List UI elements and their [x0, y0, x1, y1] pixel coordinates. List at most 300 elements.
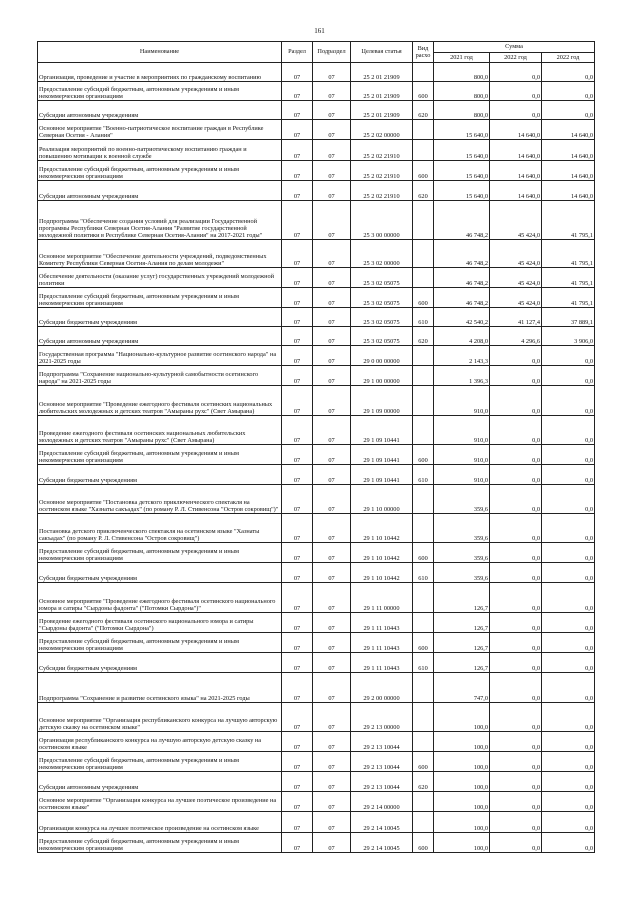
row-value-2022b: 0,0	[542, 416, 595, 445]
row-value-2022a: 0,0	[490, 445, 542, 465]
row-razdel: 07	[282, 583, 313, 613]
row-podrazdel: 07	[313, 633, 351, 653]
row-value-2022b: 0,0	[542, 465, 595, 485]
row-value-2022b: 0,0	[542, 543, 595, 563]
row-podrazdel: 07	[313, 445, 351, 465]
row-value-2021: 100,0	[434, 833, 490, 853]
table-row	[38, 416, 595, 445]
row-value-2022b: 14 640,0	[542, 181, 595, 201]
row-vid	[413, 346, 434, 366]
row-value-2022a: 0,0	[490, 583, 542, 613]
row-name: Подпрограмма "Сохранение и развитие осетинского языка" на 2021-2025 годы	[38, 673, 282, 703]
row-value-2021: 359,6	[434, 514, 490, 543]
row-razdel: 07	[282, 288, 313, 308]
row-name: Предоставление субсидий бюджетным, автономным учреждениям и иным некоммерческим организациям	[38, 161, 282, 181]
row-value-2022b: 0,0	[542, 613, 595, 633]
row-razdel: 07	[282, 268, 313, 288]
row-value-2022b: 0,0	[542, 772, 595, 792]
row-value-2022b: 0,0	[542, 485, 595, 514]
row-value-2021: 910,0	[434, 445, 490, 465]
row-name: Проведение ежегодного фестиваля осетинских национальных любительских молодежных и детских театров "Амыраны рухс" (Свет Амырана)	[38, 416, 282, 445]
table-row	[38, 327, 595, 346]
row-value-2022a: 0,0	[490, 543, 542, 563]
header-name: Наименование	[38, 42, 282, 63]
row-podrazdel: 07	[313, 673, 351, 703]
row-value-2022b: 37 889,1	[542, 308, 595, 327]
row-value-2021: 15 640,0	[434, 120, 490, 140]
row-value-2021: 4 208,0	[434, 327, 490, 346]
row-value-2021: 126,7	[434, 653, 490, 673]
row-value-2022a: 0,0	[490, 752, 542, 772]
header-year-2022a: 2022 год	[490, 53, 542, 63]
row-vid: 620	[413, 181, 434, 201]
row-target: 29 2 13 00000	[351, 703, 413, 732]
row-razdel: 07	[282, 416, 313, 445]
row-vid	[413, 792, 434, 812]
row-name: Субсидии бюджетным учреждениям	[38, 465, 282, 485]
row-target: 25 2 01 21909	[351, 63, 413, 82]
row-podrazdel: 07	[313, 812, 351, 833]
row-name: Организация конкурса на лучшее поэтическое произведение на осетинском языке	[38, 812, 282, 833]
row-value-2021: 359,6	[434, 485, 490, 514]
row-vid	[413, 268, 434, 288]
row-podrazdel: 07	[313, 240, 351, 268]
row-value-2021: 910,0	[434, 416, 490, 445]
row-podrazdel: 07	[313, 386, 351, 416]
row-razdel: 07	[282, 327, 313, 346]
row-vid: 620	[413, 101, 434, 120]
row-razdel: 07	[282, 673, 313, 703]
row-vid: 600	[413, 161, 434, 181]
row-value-2021: 910,0	[434, 386, 490, 416]
row-razdel: 07	[282, 792, 313, 812]
row-value-2021: 126,7	[434, 613, 490, 633]
row-vid: 600	[413, 833, 434, 853]
row-razdel: 07	[282, 752, 313, 772]
row-podrazdel: 07	[313, 792, 351, 812]
row-podrazdel: 07	[313, 327, 351, 346]
row-value-2021: 100,0	[434, 752, 490, 772]
table-row	[38, 563, 595, 583]
table-row	[38, 308, 595, 327]
row-value-2022b: 0,0	[542, 673, 595, 703]
row-razdel: 07	[282, 633, 313, 653]
table-row	[38, 833, 595, 853]
row-razdel: 07	[282, 366, 313, 386]
row-value-2021: 126,7	[434, 583, 490, 613]
row-vid	[413, 583, 434, 613]
row-podrazdel: 07	[313, 485, 351, 514]
row-vid	[413, 386, 434, 416]
row-podrazdel: 07	[313, 63, 351, 82]
table-row	[38, 240, 595, 268]
row-value-2021: 42 540,2	[434, 308, 490, 327]
row-value-2022b: 0,0	[542, 833, 595, 853]
row-vid: 610	[413, 308, 434, 327]
row-razdel: 07	[282, 161, 313, 181]
table-row	[38, 140, 595, 161]
row-value-2022b: 0,0	[542, 346, 595, 366]
row-target: 29 0 00 00000	[351, 346, 413, 366]
row-vid	[413, 673, 434, 703]
row-target: 25 2 01 21909	[351, 82, 413, 101]
row-target: 25 3 02 05075	[351, 268, 413, 288]
row-podrazdel: 07	[313, 752, 351, 772]
row-razdel: 07	[282, 772, 313, 792]
table-row	[38, 514, 595, 543]
table-row	[38, 181, 595, 201]
row-razdel: 07	[282, 445, 313, 465]
row-value-2022b: 0,0	[542, 101, 595, 120]
row-podrazdel: 07	[313, 140, 351, 161]
row-razdel: 07	[282, 63, 313, 82]
page-number: 161	[314, 27, 325, 35]
row-razdel: 07	[282, 181, 313, 201]
row-value-2022a: 0,0	[490, 673, 542, 703]
row-value-2022a: 45 424,0	[490, 268, 542, 288]
row-razdel: 07	[282, 465, 313, 485]
row-vid: 600	[413, 288, 434, 308]
row-value-2022b: 0,0	[542, 792, 595, 812]
table-row	[38, 268, 595, 288]
row-razdel: 07	[282, 543, 313, 563]
row-target: 29 1 11 10443	[351, 653, 413, 673]
row-vid: 610	[413, 465, 434, 485]
row-value-2021: 15 640,0	[434, 140, 490, 161]
row-value-2022b: 0,0	[542, 703, 595, 732]
row-value-2022a: 0,0	[490, 563, 542, 583]
row-vid: 600	[413, 633, 434, 653]
row-value-2022b: 41 795,1	[542, 201, 595, 240]
row-value-2022a: 0,0	[490, 514, 542, 543]
row-podrazdel: 07	[313, 543, 351, 563]
row-target: 29 2 14 00000	[351, 792, 413, 812]
row-value-2021: 100,0	[434, 792, 490, 812]
row-name: Основное мероприятие "Проведение ежегодного фестиваля осетинского национального юмора и сатиры "Сырдоны фадонта" ("Потомки Сырдона")"	[38, 583, 282, 613]
row-value-2022b: 0,0	[542, 583, 595, 613]
row-name: Субсидии бюджетным учреждениям	[38, 563, 282, 583]
row-podrazdel: 07	[313, 613, 351, 633]
row-name: Субсидии автономным учреждениям	[38, 327, 282, 346]
row-name: Субсидии автономным учреждениям	[38, 772, 282, 792]
table-row	[38, 201, 595, 240]
row-target: 29 1 09 10441	[351, 445, 413, 465]
row-value-2022b: 0,0	[542, 386, 595, 416]
table-row	[38, 772, 595, 792]
row-value-2022a: 14 640,0	[490, 161, 542, 181]
row-target: 25 3 02 05075	[351, 327, 413, 346]
row-podrazdel: 07	[313, 732, 351, 752]
row-vid	[413, 485, 434, 514]
row-value-2022b: 14 640,0	[542, 120, 595, 140]
row-podrazdel: 07	[313, 703, 351, 732]
row-value-2021: 2 143,3	[434, 346, 490, 366]
row-name: Субсидии бюджетным учреждениям	[38, 653, 282, 673]
row-value-2022a: 0,0	[490, 792, 542, 812]
row-target: 25 2 02 21910	[351, 161, 413, 181]
row-podrazdel: 07	[313, 101, 351, 120]
table-row	[38, 812, 595, 833]
row-vid: 610	[413, 563, 434, 583]
row-podrazdel: 07	[313, 181, 351, 201]
row-value-2022a: 4 296,6	[490, 327, 542, 346]
row-name: Организация, проведение и участие в мероприятиях по гражданскому воспитанию	[38, 63, 282, 82]
row-value-2022a: 0,0	[490, 613, 542, 633]
row-name: Основное мероприятие "Организация республиканского конкурса на лучшую авторскую детскую сказку на осетинском языке"	[38, 703, 282, 732]
row-value-2021: 800,0	[434, 101, 490, 120]
row-vid	[413, 416, 434, 445]
row-vid	[413, 140, 434, 161]
row-value-2021: 126,7	[434, 633, 490, 653]
row-value-2022b: 0,0	[542, 732, 595, 752]
row-name: Обеспечение деятельности (оказание услуг) государственных учреждений молодежной политики	[38, 268, 282, 288]
row-target: 25 2 01 21909	[351, 101, 413, 120]
row-value-2021: 747,0	[434, 673, 490, 703]
row-value-2022b: 0,0	[542, 82, 595, 101]
row-vid: 620	[413, 327, 434, 346]
row-value-2022b: 14 640,0	[542, 140, 595, 161]
row-podrazdel: 07	[313, 201, 351, 240]
row-razdel: 07	[282, 201, 313, 240]
table-row	[38, 82, 595, 101]
row-name: Предоставление субсидий бюджетным, автономным учреждениям и иным некоммерческим организациям	[38, 288, 282, 308]
row-vid	[413, 812, 434, 833]
header-razdel: Раздел	[282, 42, 313, 63]
table-row	[38, 633, 595, 653]
row-value-2022b: 41 795,1	[542, 240, 595, 268]
row-value-2022b: 0,0	[542, 653, 595, 673]
row-value-2022a: 45 424,0	[490, 201, 542, 240]
row-name: Субсидии автономным учреждениям	[38, 101, 282, 120]
table-row	[38, 288, 595, 308]
row-value-2022b: 14 640,0	[542, 161, 595, 181]
table-row	[38, 583, 595, 613]
row-value-2022a: 0,0	[490, 465, 542, 485]
table-row	[38, 485, 595, 514]
row-value-2022b: 0,0	[542, 812, 595, 833]
row-target: 29 1 11 10443	[351, 633, 413, 653]
row-value-2022a: 0,0	[490, 703, 542, 732]
row-name: Предоставление субсидий бюджетным, автономным учреждениям и иным некоммерческим организациям	[38, 445, 282, 465]
row-value-2022b: 41 795,1	[542, 288, 595, 308]
row-vid: 620	[413, 772, 434, 792]
budget-table	[37, 41, 595, 853]
row-target: 29 1 10 10442	[351, 514, 413, 543]
row-target: 29 1 09 10441	[351, 465, 413, 485]
row-razdel: 07	[282, 140, 313, 161]
row-target: 25 3 02 05075	[351, 308, 413, 327]
row-value-2022a: 14 640,0	[490, 120, 542, 140]
row-value-2021: 15 640,0	[434, 161, 490, 181]
table-row	[38, 703, 595, 732]
row-name: Предоставление субсидий бюджетным, автономным учреждениям и иным некоммерческим организациям	[38, 833, 282, 853]
row-target: 29 1 10 10442	[351, 563, 413, 583]
row-razdel: 07	[282, 613, 313, 633]
row-name: Постановка детского приключенческого спектакля на осетинском языке "Хазнаты сакъадах" (по роману Р. Л. Стивенсона "Остров сокровищ")	[38, 514, 282, 543]
row-name: Предоставление субсидий бюджетным, автономным учреждениям и иным некоммерческим организациям	[38, 543, 282, 563]
row-podrazdel: 07	[313, 161, 351, 181]
row-value-2022a: 0,0	[490, 63, 542, 82]
row-value-2021: 359,6	[434, 543, 490, 563]
row-value-2021: 100,0	[434, 812, 490, 833]
table-row	[38, 101, 595, 120]
row-razdel: 07	[282, 101, 313, 120]
row-target: 29 2 14 10045	[351, 812, 413, 833]
row-name: Реализация мероприятий по военно-патриотическому воспитанию граждан и повышению мотивации к военной службе	[38, 140, 282, 161]
table-row	[38, 732, 595, 752]
row-value-2022a: 14 640,0	[490, 181, 542, 201]
row-vid	[413, 240, 434, 268]
row-value-2022b: 0,0	[542, 445, 595, 465]
row-target: 29 1 11 10443	[351, 613, 413, 633]
row-value-2021: 800,0	[434, 82, 490, 101]
row-value-2021: 46 748,2	[434, 240, 490, 268]
row-vid: 600	[413, 82, 434, 101]
row-podrazdel: 07	[313, 465, 351, 485]
row-target: 29 2 13 10044	[351, 732, 413, 752]
row-vid	[413, 366, 434, 386]
row-podrazdel: 07	[313, 514, 351, 543]
row-target: 29 1 11 00000	[351, 583, 413, 613]
table-row	[38, 792, 595, 812]
row-name: Основное мероприятие "Постановка детского приключенческого спектакля на осетинском языке "Хазнаты сакъадах" (по роману Р. Л. Стивенсона "Остров сокровищ")"	[38, 485, 282, 514]
row-vid: 600	[413, 752, 434, 772]
row-target: 25 2 02 21910	[351, 181, 413, 201]
row-razdel: 07	[282, 386, 313, 416]
row-vid	[413, 120, 434, 140]
row-value-2022b: 41 795,1	[542, 268, 595, 288]
table-row	[38, 346, 595, 366]
row-value-2021: 1 396,3	[434, 366, 490, 386]
row-target: 25 2 02 00000	[351, 120, 413, 140]
row-razdel: 07	[282, 833, 313, 853]
row-podrazdel: 07	[313, 772, 351, 792]
header-year-2022b: 2022 год	[542, 53, 595, 63]
row-name: Организация республиканского конкурса на лучшую авторскую детскую сказку на осетинском языке	[38, 732, 282, 752]
header-vid: Вид расхо	[413, 42, 434, 63]
row-target: 25 3 02 05075	[351, 288, 413, 308]
row-razdel: 07	[282, 346, 313, 366]
table-row	[38, 673, 595, 703]
row-vid	[413, 63, 434, 82]
row-value-2022a: 0,0	[490, 833, 542, 853]
row-target: 25 3 02 00000	[351, 240, 413, 268]
row-vid	[413, 613, 434, 633]
table-row	[38, 120, 595, 140]
row-razdel: 07	[282, 82, 313, 101]
row-value-2021: 46 748,2	[434, 288, 490, 308]
row-razdel: 07	[282, 120, 313, 140]
row-name: Основное мероприятие "Организация конкурса на лучшее поэтическое произведение на осетинском языке"	[38, 792, 282, 812]
row-vid: 600	[413, 445, 434, 465]
row-podrazdel: 07	[313, 366, 351, 386]
row-name: Предоставление субсидий бюджетным, автономным учреждениям и иным некоммерческим организациям	[38, 752, 282, 772]
row-razdel: 07	[282, 485, 313, 514]
row-podrazdel: 07	[313, 308, 351, 327]
row-name: Проведение ежегодного фестиваля осетинского национального юмора и сатиры "Сырдоны фадонта" ("Потомки Сырдона")	[38, 613, 282, 633]
row-name: Государственная программа "Национально-культурное развитие осетинского народа" на 2021-2025 годы	[38, 346, 282, 366]
row-value-2022a: 0,0	[490, 101, 542, 120]
row-value-2022a: 0,0	[490, 812, 542, 833]
row-name: Предоставление субсидий бюджетным, автономным учреждениям и иным некоммерческим организациям	[38, 82, 282, 101]
row-value-2022a: 0,0	[490, 346, 542, 366]
row-podrazdel: 07	[313, 288, 351, 308]
row-value-2022a: 0,0	[490, 772, 542, 792]
row-target: 29 1 09 10441	[351, 416, 413, 445]
row-value-2022a: 0,0	[490, 416, 542, 445]
row-value-2022a: 0,0	[490, 485, 542, 514]
row-podrazdel: 07	[313, 833, 351, 853]
row-razdel: 07	[282, 812, 313, 833]
row-value-2021: 359,6	[434, 563, 490, 583]
row-value-2022b: 0,0	[542, 563, 595, 583]
row-name: Подпрограмма "Обеспечение создания условий для реализации Государственной программы Республики Северная Осетия-Алания "Развитие государственной молодежной политики в Республике Северная Осетия-Алания" на 2017-2021 годы"	[38, 201, 282, 240]
row-podrazdel: 07	[313, 583, 351, 613]
row-razdel: 07	[282, 653, 313, 673]
row-value-2021: 15 640,0	[434, 181, 490, 201]
row-value-2022b: 0,0	[542, 633, 595, 653]
row-value-2022b: 3 906,0	[542, 327, 595, 346]
row-target: 29 1 10 00000	[351, 485, 413, 514]
row-value-2021: 910,0	[434, 465, 490, 485]
row-value-2022a: 0,0	[490, 82, 542, 101]
row-value-2022a: 0,0	[490, 386, 542, 416]
row-value-2022b: 0,0	[542, 752, 595, 772]
row-target: 29 1 09 00000	[351, 386, 413, 416]
row-value-2021: 46 748,2	[434, 201, 490, 240]
row-podrazdel: 07	[313, 563, 351, 583]
table-row	[38, 445, 595, 465]
row-value-2022a: 0,0	[490, 366, 542, 386]
row-podrazdel: 07	[313, 346, 351, 366]
row-target: 29 1 00 00000	[351, 366, 413, 386]
row-name: Субсидии автономным учреждениям	[38, 181, 282, 201]
row-razdel: 07	[282, 732, 313, 752]
row-name: Субсидии бюджетным учреждениям	[38, 308, 282, 327]
row-podrazdel: 07	[313, 268, 351, 288]
table-row	[38, 63, 595, 82]
table-row	[38, 366, 595, 386]
row-vid: 600	[413, 543, 434, 563]
row-value-2022a: 0,0	[490, 653, 542, 673]
row-value-2022a: 41 127,4	[490, 308, 542, 327]
row-value-2022b: 0,0	[542, 514, 595, 543]
row-name: Предоставление субсидий бюджетным, автономным учреждениям и иным некоммерческим организациям	[38, 633, 282, 653]
row-podrazdel: 07	[313, 416, 351, 445]
row-value-2022a: 45 424,0	[490, 240, 542, 268]
header-podrazdel: Подраздел	[313, 42, 351, 63]
row-name: Подпрограмма "Сохранение национально-культурной самобытности осетинского народа" на 2021-2025 годы	[38, 366, 282, 386]
row-vid: 610	[413, 653, 434, 673]
row-name: Основное мероприятие "Проведение ежегодного фестиваля осетинских национальных любительских молодежных и детских театров "Амыраны рухс" (Свет Амырана)	[38, 386, 282, 416]
header-sum: Сумма	[434, 42, 595, 53]
row-target: 29 2 13 10044	[351, 772, 413, 792]
row-value-2022a: 0,0	[490, 633, 542, 653]
row-value-2022b: 0,0	[542, 366, 595, 386]
row-razdel: 07	[282, 703, 313, 732]
row-value-2022a: 0,0	[490, 732, 542, 752]
row-value-2022b: 0,0	[542, 63, 595, 82]
row-vid	[413, 703, 434, 732]
row-vid	[413, 732, 434, 752]
header-target: Целевая статья	[351, 42, 413, 63]
row-target: 29 2 14 10045	[351, 833, 413, 853]
row-target: 29 2 13 10044	[351, 752, 413, 772]
table-row	[38, 613, 595, 633]
table-row	[38, 386, 595, 416]
row-podrazdel: 07	[313, 120, 351, 140]
row-value-2022a: 45 424,0	[490, 288, 542, 308]
